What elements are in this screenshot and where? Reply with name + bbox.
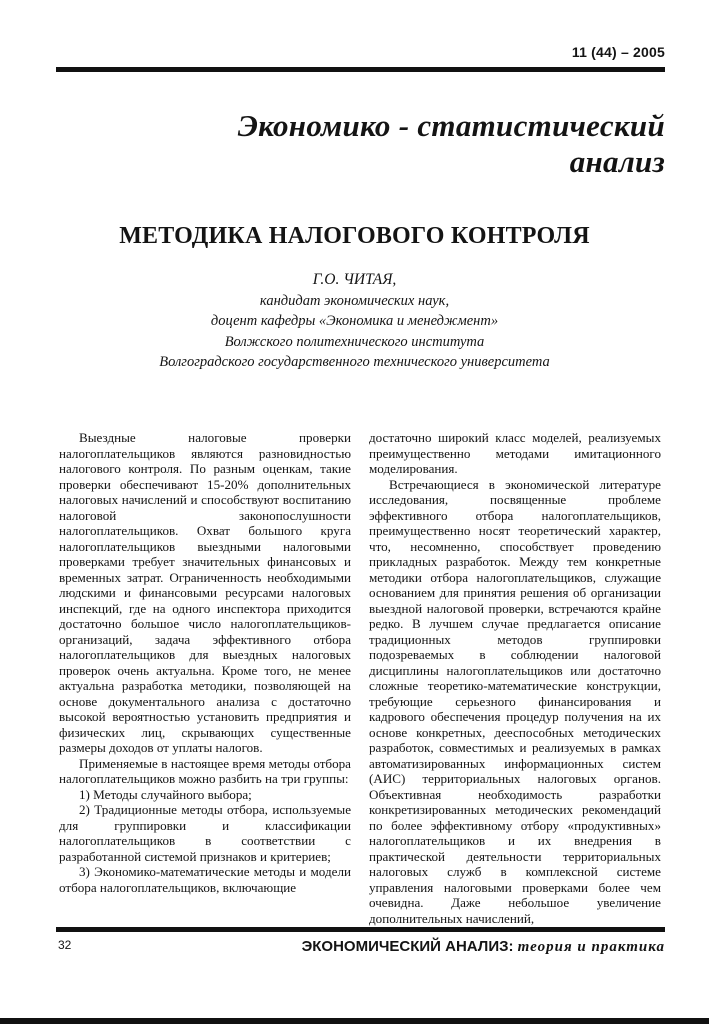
author-name: Г.О. ЧИТАЯ, bbox=[312, 271, 397, 288]
author-institute: Волжского политехнического института bbox=[224, 333, 485, 350]
article-title: МЕТОДИКА НАЛОГОВОГО КОНТРОЛЯ bbox=[119, 223, 590, 249]
list-item: 3) Экономико-математические методы и модели отбора налогоплательщиков, включающие bbox=[59, 864, 351, 895]
body-column-left bbox=[59, 430, 351, 895]
header-rule bbox=[56, 67, 665, 72]
paragraph: Применяемые в настоящее время методы отбора налогоплательщиков можно разбить на три группы: bbox=[59, 755, 351, 786]
list-item: 1) Методы случайного выбора; bbox=[79, 786, 252, 802]
page-number: 32 bbox=[58, 938, 72, 952]
paragraph: Встречающиеся в экономической литературе исследования, посвященные проблеме эффективного отбора налогоплательщиков, преимущественно носят теоретический характер, что, несомненно, способствует проведению прикладных разработок. Между тем конкретные методики отбора налогоплательщиков, служащие основанием для принятия решения об организации выездной налоговой проверки, встречаются крайне редко. В лучшем случае предлагается описание традиционных методов группировки подозреваемых в соблюдении налоговой дисциплины налогоплательщиков или достаточно сложные теоретико-математические конструкции, требующие серьезного финансирования и кадрового обеспечения процедур получения на их основе конкретных, дееспособных методических разработок, совместимых и реализуемых в рамках автоматизированных информационных систем (АИС) территориальных налоговых органов. Объективная необходимость разработки конкретизированных методических рекомендаций по более эффективному отбору «продуктивных» налогоплательщиков и их внедрения в практической деятельности территориальных налоговых служб в комплексной системе управления налоговыми проверками более чем очевидна. Даже небольшое увеличение дополнительных начислений, bbox=[369, 476, 661, 926]
list-item: 2) Традиционные методы отбора, используемые для группировки и классификации налогоплательщиков в соответствии с разработанной системой признаков и критериев; bbox=[59, 802, 351, 864]
issue-number: 11 (44) – 2005 bbox=[571, 44, 665, 60]
author-position: доцент кафедры «Экономика и менеджмент» bbox=[210, 313, 499, 329]
journal-name-main: ЭКОНОМИЧЕСКИЙ АНАЛИЗ: bbox=[301, 938, 514, 955]
author-degree: кандидат экономических наук, bbox=[259, 292, 450, 309]
paragraph: Выездные налоговые проверки налогоплательщиков являются разновидностью налогового контроля. По разным оценкам, такие проверки обеспечивают 15-20% дополнительных налоговых начислений и способствуют воспитанию налоговой законопослушности налогоплательщиков. Охват большого круга налогоплательщиков выездными налоговыми проверками требует значительных финансовых и временных затрат. Ограниченность необходимыми людскими и финансовыми ресурсами налоговых инспекций, где на одного инспектора приходится достаточно большое число налогоплательщиков-организаций, задача эффективного отбора налогоплательщиков для выездных налоговых проверок очень актуальна. Кроме того, не менее актуальна разработка методики, позволяющей на основе документального анализа с достаточно высокой вероятностью установить предприятия и физических лиц, скрывающих существенные размеры доходов от уплаты налогов. bbox=[59, 430, 351, 755]
paragraph-continued: достаточно широкий класс моделей, реализуемых преимущественно методами имитационного моделирования. bbox=[369, 430, 661, 476]
section-heading-line-2: анализ bbox=[569, 144, 665, 179]
author-block bbox=[0, 270, 709, 373]
author-university: Волгоградского государственного технического университета bbox=[159, 354, 550, 370]
footer-rule bbox=[56, 927, 665, 932]
section-heading bbox=[238, 108, 665, 180]
journal-name-subtitle: теория и практика bbox=[517, 939, 665, 955]
scan-edge bbox=[0, 1018, 709, 1024]
section-heading-line-1: Экономико - статистический bbox=[237, 108, 665, 143]
journal-name bbox=[302, 938, 665, 956]
body-column-right bbox=[369, 430, 661, 926]
